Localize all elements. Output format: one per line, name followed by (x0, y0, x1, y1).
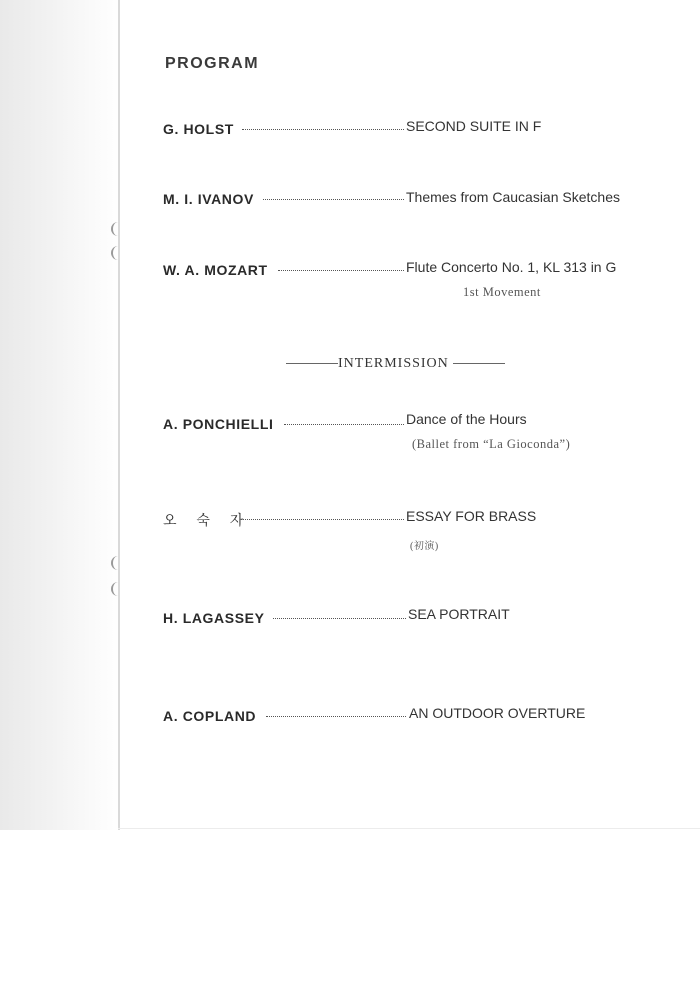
punch-hole-mark (111, 582, 119, 596)
piece-note: 1st Movement (463, 285, 541, 299)
rule-line (286, 363, 338, 364)
composer-name: W. A. MOZART (163, 262, 268, 278)
composer-name: G. HOLST (163, 121, 234, 137)
dotted-leader (278, 270, 404, 271)
dotted-leader (263, 199, 404, 200)
intermission-text: INTERMISSION (338, 356, 449, 371)
dotted-leader (242, 129, 404, 130)
dotted-leader (266, 716, 406, 717)
page-bottom-edge (118, 828, 700, 829)
piece-title: Themes from Caucasian Sketches (406, 189, 620, 205)
punch-hole-mark (111, 556, 119, 570)
piece-title: Flute Concerto No. 1, KL 313 in G (406, 259, 617, 275)
piece-title: SECOND SUITE IN F (406, 118, 542, 134)
piece-note: (Ballet from “La Gioconda”) (412, 437, 571, 451)
composer-name: A. PONCHIELLI (163, 416, 274, 432)
piece-title: SEA PORTRAIT (408, 606, 510, 622)
dotted-leader (273, 618, 406, 619)
piece-title: ESSAY FOR BRASS (406, 508, 537, 524)
program-heading: PROGRAM (165, 55, 260, 72)
composer-name: H. LAGASSEY (163, 610, 265, 626)
composer-name: M. I. IVANOV (163, 191, 254, 207)
dotted-leader (241, 519, 404, 520)
composer-name: A. COPLAND (163, 708, 257, 724)
rule-line (453, 363, 505, 364)
punch-hole-mark (111, 222, 119, 236)
page-fold (118, 0, 120, 830)
punch-hole-mark (111, 246, 119, 260)
piece-note: (初演) (410, 541, 439, 552)
page-shadow (0, 0, 122, 830)
piece-title: Dance of the Hours (406, 411, 527, 427)
piece-title: AN OUTDOOR OVERTURE (409, 705, 586, 721)
dotted-leader (284, 424, 404, 425)
intermission-label (286, 356, 505, 372)
composer-name: 오 숙 자 (163, 512, 252, 528)
